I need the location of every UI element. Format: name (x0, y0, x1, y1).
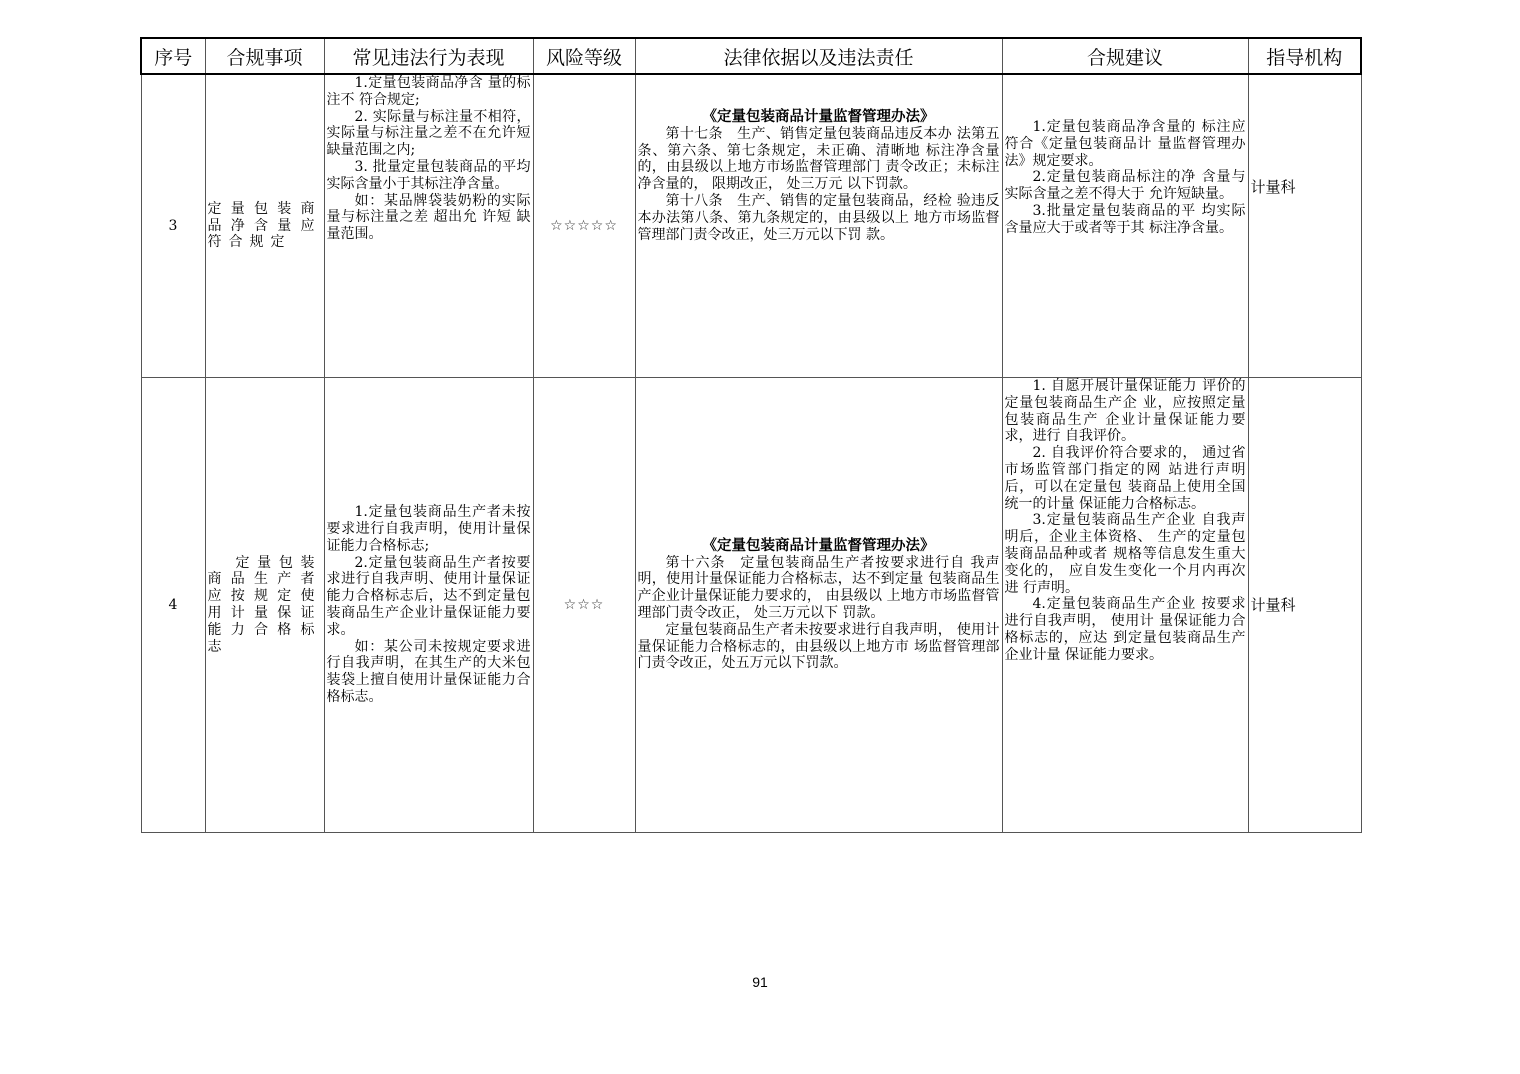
law-title: 《定量包装商品计量监督管理办法》 (702, 536, 935, 554)
advice-para: 2. 自我评价符合要求的， 通过省市场监管部门指定的网 站进行声明后，可以在定量包 装商品上使用全国统一的计量 保证能力合格标志。 (1004, 445, 1246, 512)
header-law: 法律依据以及违法责任 (635, 38, 1002, 74)
row-law (635, 378, 1002, 833)
behavior-para: 2. 实际量与标注量不相符，实际量与标注量之差不在允许短缺量范围之内; (326, 108, 531, 159)
law-para: 定量包装商品生产者未按要求进行自我声明， 使用计量保证能力合格标志的，由县级以上地方市 场监督管理部门责令改正，处五万元以下罚款。 (637, 621, 1000, 672)
law-para: 第十八条 生产、销售的定量包装商品，经检 验违反本办法第八条、第九条规定的，由县级以上 地方市场监督管理部门责令改正，处三万元以下罚 款。 (637, 192, 1000, 243)
behavior-para: 2.定量包装商品生产者按要求进行自我声明、使用计量保证能力合格标志后，达不到定量包装商品生产企业计量保证能力要求。 (326, 554, 531, 638)
advice-para: 3.批量定量包装商品的平 均实际含量应大于或者等于其 标注净含量。 (1004, 202, 1246, 236)
header-behaviors: 常见违法行为表现 (324, 38, 533, 74)
compliance-table (140, 37, 1362, 833)
row-item: 定量包装商品净含量应符合规定 (207, 200, 322, 251)
row-behaviors (324, 378, 533, 833)
header-row (141, 38, 1361, 74)
row-org-cell (1248, 74, 1361, 378)
advice-para: 4.定量包装商品生产企业 按要求进行自我声明， 使用计 量保证能力合格标志的，应达 到定量包装商品生产企业计量 保证能力要求。 (1004, 596, 1246, 663)
row-num: 4 (141, 378, 205, 833)
advice-para: 2.定量包装商品标注的净 含量与实际含量之差不得大于 允许短缺量。 (1004, 169, 1246, 203)
risk-stars: ☆☆☆ (533, 378, 635, 833)
header-org: 指导机构 (1248, 38, 1361, 74)
law-para: 第十六条 定量包装商品生产者按要求进行自 我声明，使用计量保证能力合格标志，达不到定量 包装商品生产企业计量保证能力要求的， 由县级以 上地方市场监督管理部门责令改正， 处三万元以下 罚款。 (637, 554, 1000, 621)
row-behaviors (324, 74, 533, 378)
behavior-para: 1.定量包装商品生产者未按要求进行自我声明，使用计量保证能力合格标志; (326, 504, 531, 554)
behavior-example: 如：某品牌袋装奶粉的实际量与标注量之差 超出允 许短 缺量范围。 (326, 192, 531, 243)
page-number: 91 (752, 974, 768, 990)
risk-stars: ☆☆☆☆☆ (533, 74, 635, 378)
row-org: 计量科 (1250, 595, 1296, 614)
advice-para: 3.定量包装商品生产企业 自我声明后，企业主体资格、 生产的定量包装商品品种或者 规格等信息发生重大变化的， 应自发生变化一个月内再次进 行声明。 (1004, 512, 1246, 596)
row-num: 3 (141, 74, 205, 378)
behavior-example: 如：某公司未按规定要求进行自我声明，在其生产的大米包装袋上擅自使用计量保证能力合格标志。 (326, 638, 531, 705)
header-advice: 合规建议 (1002, 38, 1248, 74)
law-para: 第十七条 生产、销售定量包装商品违反本办 法第五条、第六条、第七条规定，未正确、清晰地 标注净含量的，由县级以上地方市场监督管理部门 责令改正；未标注净含量的， 限期改正， 处三万元 以下罚款。 (637, 125, 1000, 193)
row-org-cell (1248, 378, 1361, 833)
row-item-cell (205, 378, 324, 833)
header-risk: 风险等级 (533, 38, 635, 74)
row-advice (1002, 74, 1248, 378)
advice-para: 1. 自愿开展计量保证能力 评价的定量包装商品生产企 业，应按照定量包装商品生产 企业计量保证能力要求，进行 自我评价。 (1004, 378, 1246, 445)
behavior-para: 1.定量包装商品净含 量的标 注不 符合规定; (326, 75, 531, 108)
row-advice (1002, 378, 1248, 833)
table-row (141, 378, 1361, 833)
row-item-cell (205, 74, 324, 378)
row-org: 计量科 (1250, 178, 1296, 196)
header-num: 序号 (141, 38, 205, 74)
advice-para: 1.定量包装商品净含量的 标注应符合《定量包装商品计 量监督管理办法》规定要求。 (1004, 119, 1246, 169)
table-row (141, 74, 1361, 378)
behavior-para: 3. 批量定量包装商品的平均实际含量小于其标注净含量。 (326, 158, 531, 192)
law-title: 《定量包装商品计量监督管理办法》 (702, 108, 935, 125)
row-item: 定量包装商品生产者应按规定使用计量保证能力合格标志 (207, 554, 322, 655)
header-item: 合规事项 (205, 38, 324, 74)
row-law (635, 74, 1002, 378)
